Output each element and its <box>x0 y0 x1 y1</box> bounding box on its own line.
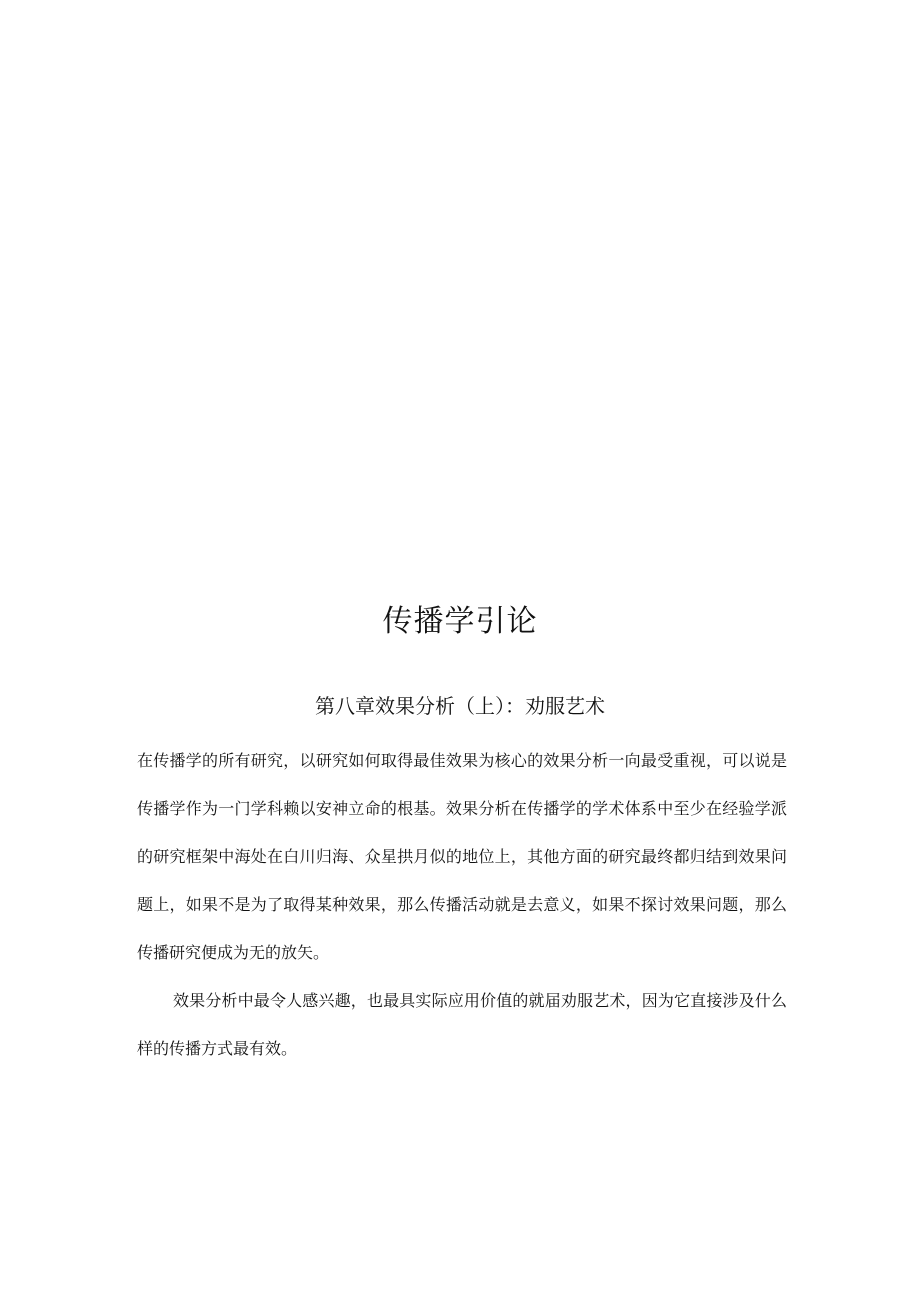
chapter-title: 第八章效果分析（上）：劝服艺术 <box>315 694 605 718</box>
body-text <box>137 737 787 1073</box>
document-title: 传播学引论 <box>382 604 538 639</box>
paragraph-1: 在传播学的所有研究，以研究如何取得最佳效果为核心的效果分析一向最受重视，可以说是传播学作为一门学科赖以安神立命的根基。效果分析在传播学的学术体系中至少在经验学派的研究框架中海处在白川归海、众星拱月似的地位上，其他方面的研究最终都归结到效果问题上，如果不是为了取得某种效果，那么传播活动就是去意义，如果不探讨效果问题，那么传播研究便成为无的放矢。 <box>137 751 787 962</box>
paragraph-2: 效果分析中最令人感兴趣，也最具实际应用价值的就届劝服艺术，因为它直接涉及什么样的传播方式最有效。 <box>137 991 787 1058</box>
